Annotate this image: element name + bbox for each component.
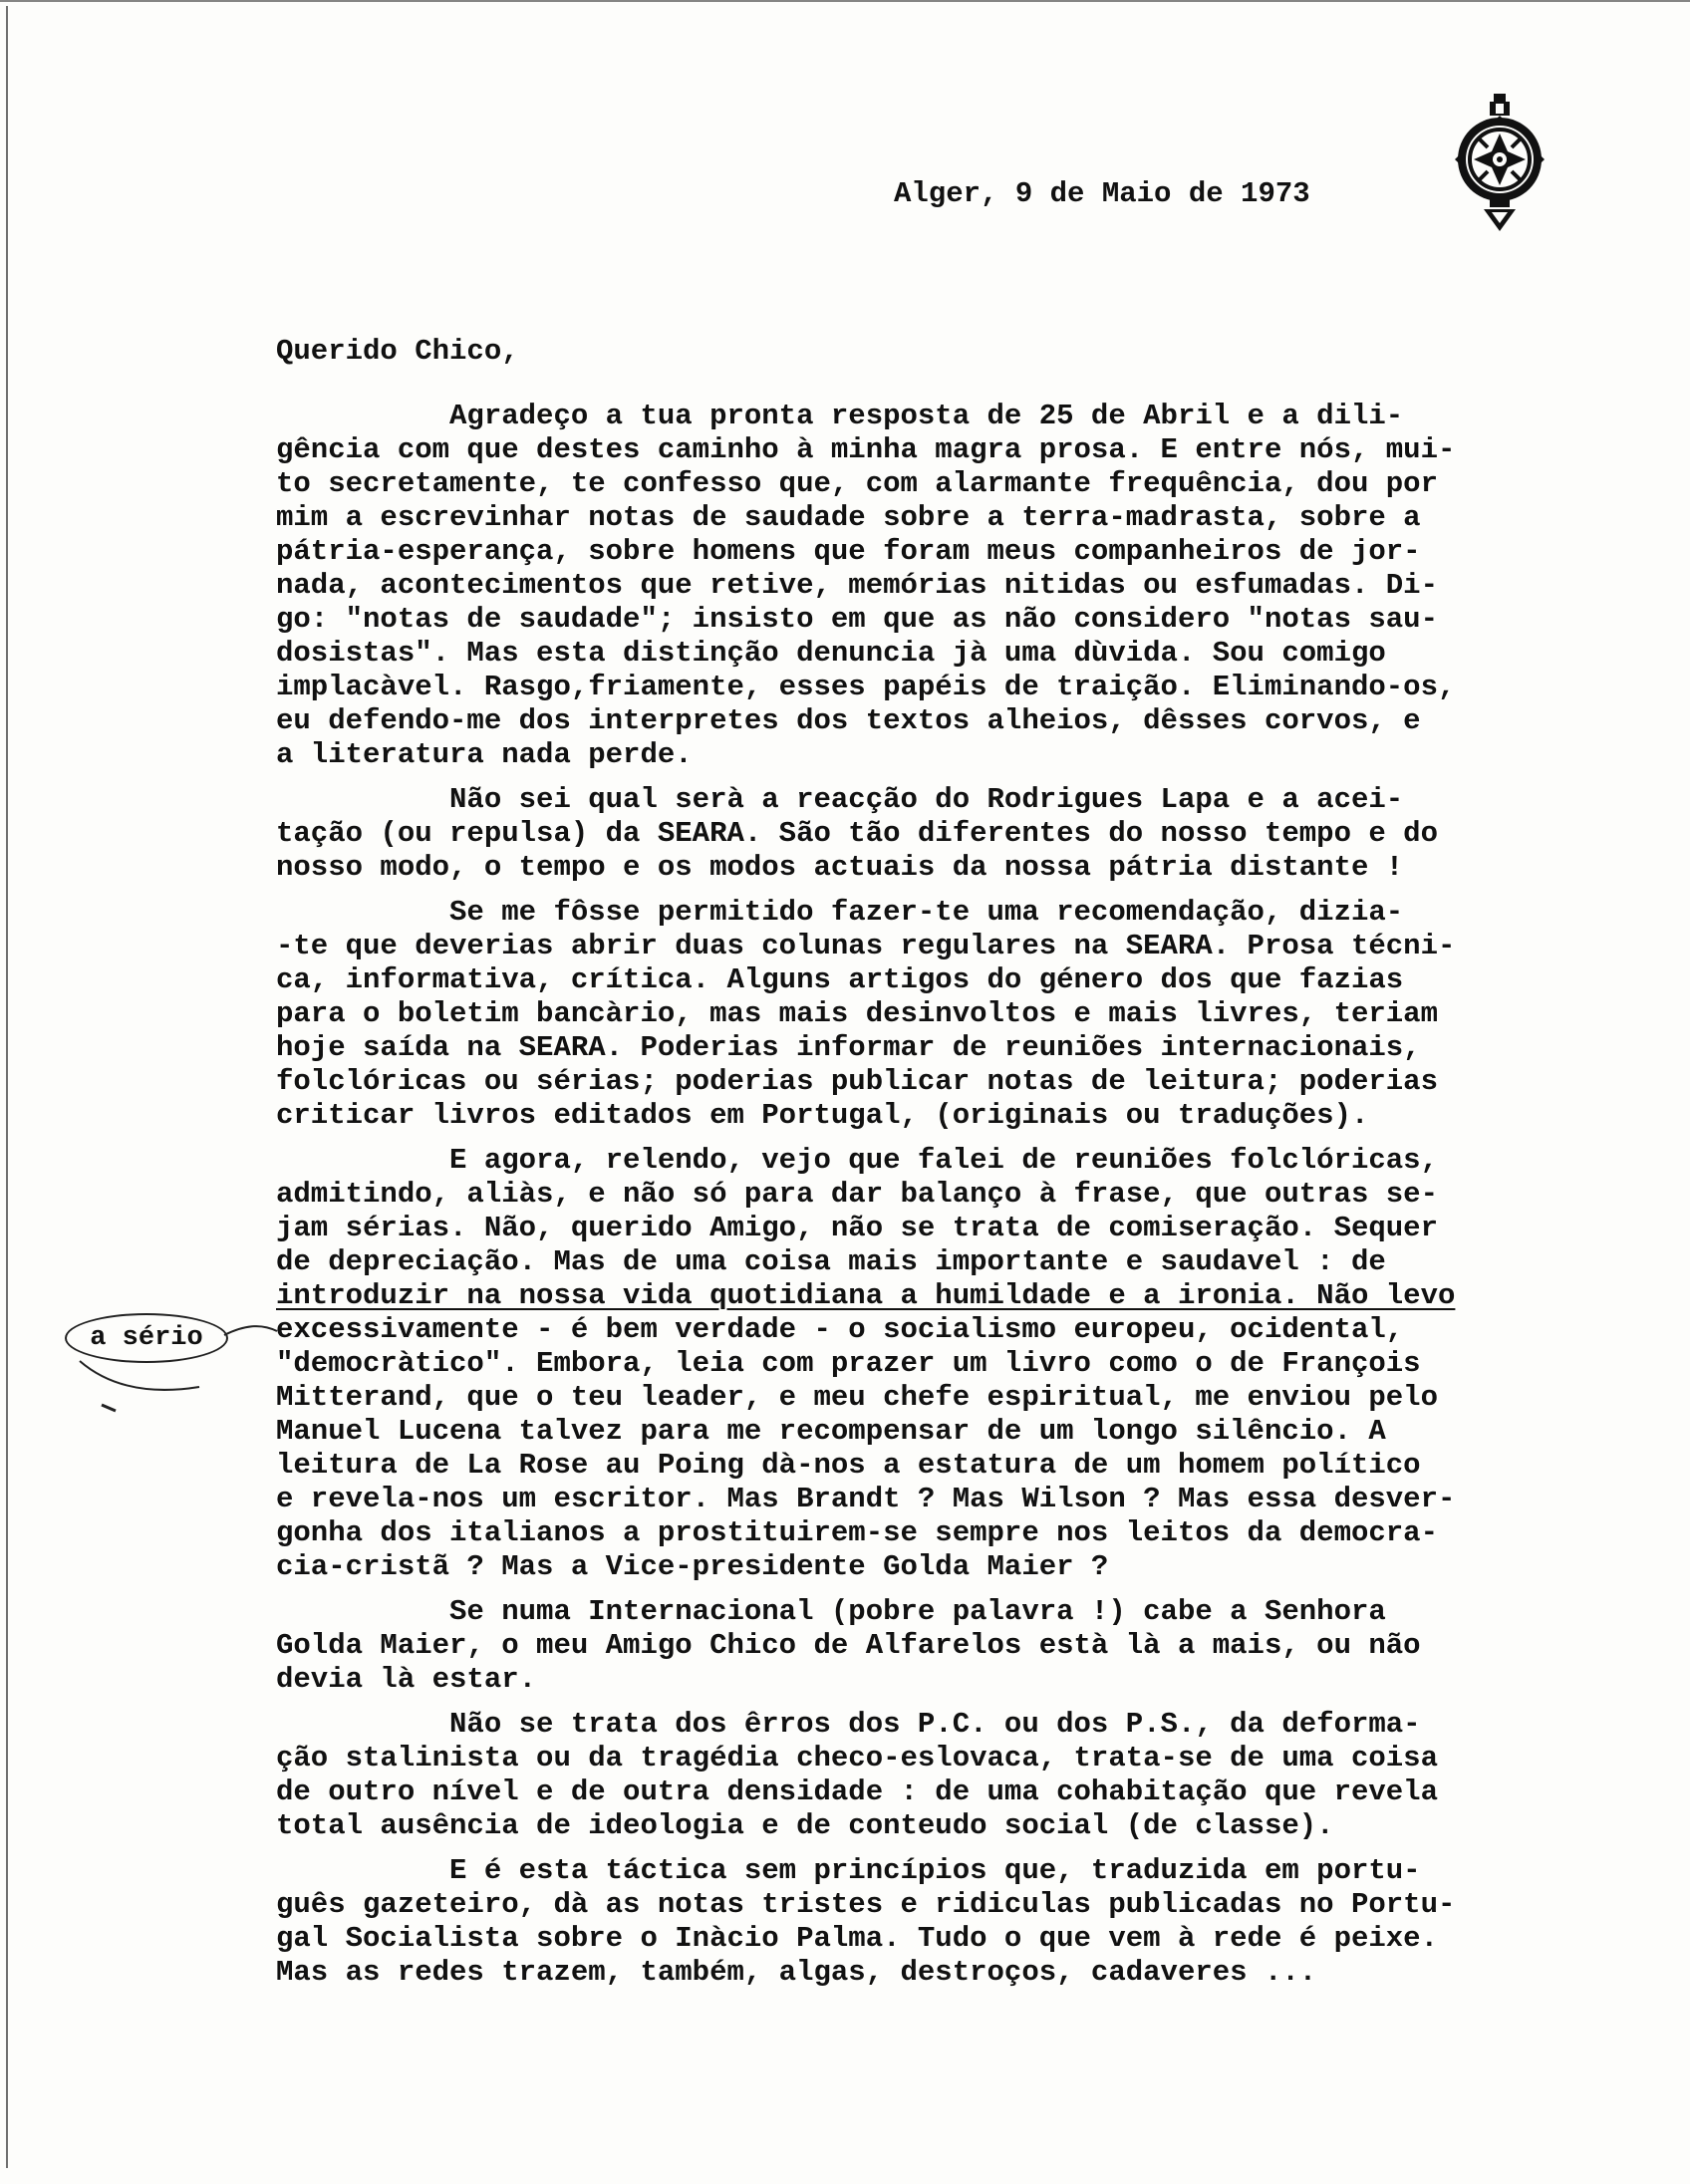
- text-line: de depreciação. Mas de uma coisa mais importante e saudavel : de: [276, 1245, 1386, 1278]
- text-line: leitura de La Rose au Poing dà-nos a estatura de um homem político: [276, 1449, 1421, 1482]
- text-line: de outro nível e de outra densidade : de uma cohabitação que revela: [276, 1775, 1438, 1808]
- text-line: E é esta táctica sem princípios que, traduzida em portu-: [276, 1854, 1421, 1887]
- ornamental-emblem-icon: [1450, 92, 1549, 281]
- text-line: Se numa Internacional (pobre palavra !) cabe a Senhora: [276, 1595, 1386, 1628]
- handwritten-margin-note: a sério: [65, 1313, 228, 1363]
- text-line: Agradeço a tua pronta resposta de 25 de Abril e a dili-: [276, 400, 1404, 432]
- paragraph-7: [276, 1854, 1631, 1990]
- text-line: implacàvel. Rasgo,friamente, esses papéis de traição. Eliminando-os,: [276, 671, 1456, 703]
- text-line: dosistas". Mas esta distinção denuncia jà uma dùvida. Sou comigo: [276, 637, 1386, 670]
- text-line: folclóricas ou sérias; poderias publicar notas de leitura; poderias: [276, 1065, 1438, 1098]
- text-line: tação (ou repulsa) da SEARA. São tão diferentes do nosso tempo e do: [276, 817, 1438, 850]
- text-line: admitindo, aliàs, e não só para dar balanço à frase, que outras se-: [276, 1178, 1438, 1211]
- text-line: ção stalinista ou da tragédia checo-eslovaca, trata-se de uma coisa: [276, 1742, 1438, 1774]
- text-line: Se me fôsse permitido fazer-te uma recomendação, dizia-: [276, 896, 1404, 929]
- text-line: nosso modo, o tempo e os modos actuais da nossa pátria distante !: [276, 851, 1404, 884]
- paragraph-4: [276, 1144, 1631, 1584]
- text-line-underlined: introduzir na nossa vida quotidiana a humildade e a ironia. Não levo: [276, 1279, 1456, 1312]
- text-line: cia-cristã ? Mas a Vice-presidente Golda Maier ?: [276, 1550, 1109, 1583]
- text-line: go: "notas de saudade"; insisto em que as não considero "notas sau-: [276, 603, 1438, 636]
- text-line: guês gazeteiro, dà as notas tristes e ridiculas publicadas no Portu-: [276, 1888, 1456, 1921]
- text-line: devia là estar.: [276, 1663, 537, 1696]
- text-line: "democràtico". Embora, leia com prazer um livro como o de François: [276, 1347, 1421, 1380]
- paragraph-3: [276, 896, 1631, 1133]
- text-line: pátria-esperança, sobre homens que foram meus companheiros de jor-: [276, 535, 1421, 568]
- text-line: eu defendo-me dos interpretes dos textos alheios, dêsses corvos, e: [276, 704, 1421, 737]
- text-line: to secretamente, te confesso que, com alarmante frequência, dou por: [276, 467, 1438, 500]
- text-line: e revela-nos um escritor. Mas Brandt ? Mas Wilson ? Mas essa desver-: [276, 1483, 1456, 1515]
- text-line: para o boletim bancàrio, mas mais desinvoltos e mais livres, teriam: [276, 997, 1438, 1030]
- text-line: gal Socialista sobre o Inàcio Palma. Tudo o que vem à rede é peixe.: [276, 1922, 1438, 1955]
- text-line: criticar livros editados em Portugal, (originais ou traduções).: [276, 1099, 1369, 1132]
- text-line: a literatura nada perde.: [276, 738, 693, 771]
- text-line: ca, informativa, crítica. Alguns artigos do género dos que fazias: [276, 963, 1404, 996]
- date-line: Alger, 9 de Maio de 1973: [894, 177, 1310, 210]
- paragraph-6: [276, 1708, 1631, 1843]
- text-line: gência com que destes caminho à minha magra prosa. E entre nós, mui-: [276, 433, 1456, 466]
- text-line: Mas as redes trazem, também, algas, destroços, cadaveres ...: [276, 1956, 1317, 1989]
- paragraph-2: [276, 783, 1631, 885]
- text-line: total ausência de ideologia e de conteudo social (de classe).: [276, 1809, 1334, 1842]
- scan-top-edge: [0, 0, 1690, 8]
- scan-left-edge: [6, 6, 8, 2168]
- paragraph-1: [276, 400, 1631, 772]
- salutation: Querido Chico,: [276, 335, 519, 368]
- text-line: excessivamente - é bem verdade - o socialismo europeu, ocidental,: [276, 1313, 1404, 1346]
- text-line: -te que deverias abrir duas colunas regulares na SEARA. Prosa técni-: [276, 930, 1456, 962]
- paragraph-5: [276, 1595, 1631, 1697]
- text-line: mim a escrevinhar notas de saudade sobre a terra-madrasta, sobre a: [276, 501, 1421, 534]
- text-line: Não sei qual serà a reacção do Rodrigues Lapa e a acei-: [276, 783, 1404, 816]
- text-line: gonha dos italianos a prostituirem-se sempre nos leitos da democra-: [276, 1516, 1438, 1549]
- text-line: Golda Maier, o meu Amigo Chico de Alfarelos està là a mais, ou não: [276, 1629, 1421, 1662]
- text-line: jam sérias. Não, querido Amigo, não se trata de comiseração. Sequer: [276, 1212, 1438, 1244]
- text-line: nada, acontecimentos que retive, memórias nitidas ou esfumadas. Di-: [276, 569, 1438, 602]
- text-line: Manuel Lucena talvez para me recompensar de um longo silêncio. A: [276, 1415, 1386, 1448]
- text-line: hoje saída na SEARA. Poderias informar de reuniões internacionais,: [276, 1031, 1421, 1064]
- letter-body: [276, 400, 1631, 2001]
- text-line: Mitterand, que o teu leader, e meu chefe espiritual, me enviou pelo: [276, 1381, 1438, 1414]
- text-line: Não se trata dos êrros dos P.C. ou dos P.S., da deforma-: [276, 1708, 1421, 1741]
- text-line: E agora, relendo, vejo que falei de reuniões folclóricas,: [276, 1144, 1438, 1177]
